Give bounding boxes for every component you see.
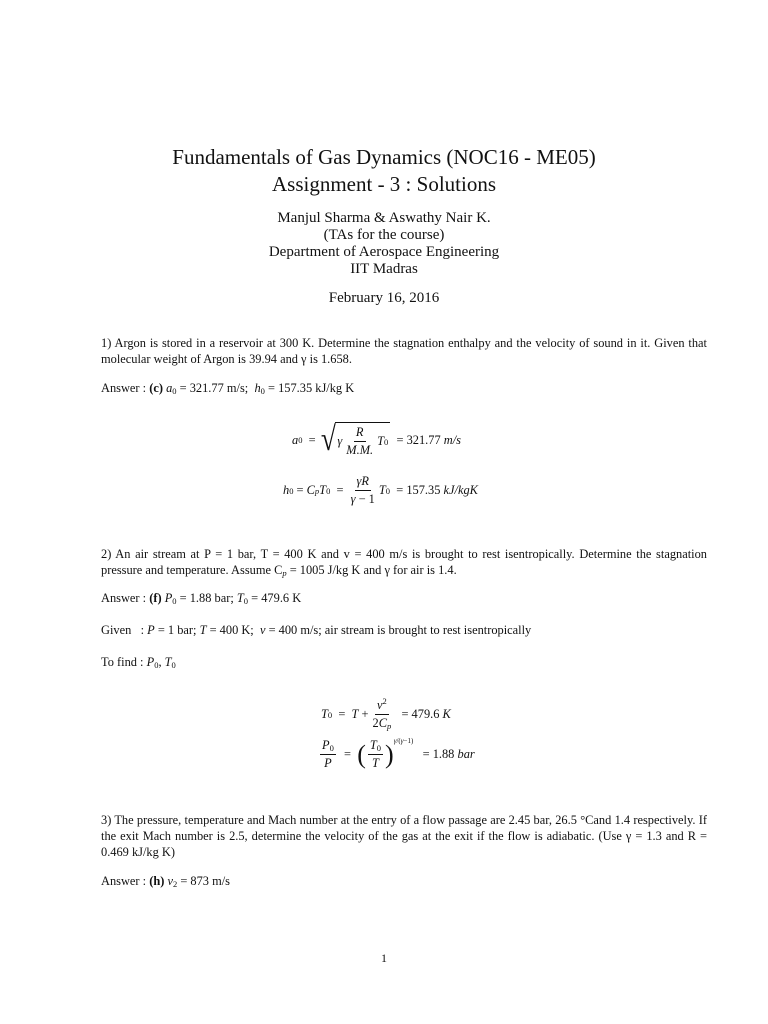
question-3-text: 3) The pressure, temperature and Mach number at the entry of a flow passage are 2.45 bar, 26.5 °Cand 1.4 respectively. If the exit Mach number is 2.5, determine the velocity of the gas at the exit if the flow is adiabatic. (Use γ = 1.3 and R = 0.469 kJ/kg K) [101, 813, 707, 859]
question-1-answer: Answer : (c) $a_0 = 321.77$ m/s; $h_0 = 157.35$ kJ/kg K [101, 381, 355, 396]
document-title: Fundamentals of Gas Dynamics (NOC16 - ME05) [172, 145, 596, 169]
authors: Manjul Sharma & Aswathy Nair K. [277, 210, 491, 226]
question-2-answer: Answer : (f) $P_0 = 1.88$ bar; $T_0 = 479.6$ K [101, 591, 302, 606]
department: Department of Aerospace Engineering [268, 244, 500, 260]
question-1-text: 1) Argon is stored in a reservoir at 300 K. Determine the stagnation enthalpy and the velocity of sound in it. Given that molecular weight of Argon is 39.94 and γ is 1.658. [101, 336, 707, 366]
equation-stagnation-pressure: $\frac{P_0}{P}$ = ( $\frac{T_0}{T}$ ) γ/(γ−1) = 1.88 bar [322, 736, 475, 770]
question-3-answer: Answer : (h) $v_2 = 873$ m/s [101, 874, 230, 889]
page-number: 1 [381, 951, 387, 965]
equation-stagnation-temperature: T 0 = T + $\frac{v^2}{2C_p}$ = 479.6 K [321, 696, 451, 731]
equation-sound-speed: a 0 = √ γ $\frac{R}{M.M.}$ T 0 = 321.77 m/s [292, 421, 461, 458]
author-role: (TAs for the course) [323, 227, 445, 243]
question-2-given: Given : P = 1 bar; T = 400 K; v = 400 m/s; air stream is brought to rest isentropically [101, 623, 532, 637]
equation-stagnation-enthalpy: h 0 = C p T 0 = $\frac{\gamma R}{\gamma - 1}$ T 0 = 157.35 kJ/kgK [283, 474, 478, 506]
institute: IIT Madras [350, 261, 418, 277]
document-subtitle: Assignment - 3 : Solutions [271, 172, 497, 196]
question-2-to-find: To find : $P_0$, $T_0$ [101, 655, 176, 670]
question-2-text: 2) An air stream at P = 1 bar, T = 400 K and v = 400 m/s is brought to rest isentropically. Determine the stagnation pressure and temperature. Assume $C_p = 1005$ J/kg K and γ for air is 1.4. [101, 547, 707, 578]
document-date: February 16, 2016 [328, 290, 440, 306]
